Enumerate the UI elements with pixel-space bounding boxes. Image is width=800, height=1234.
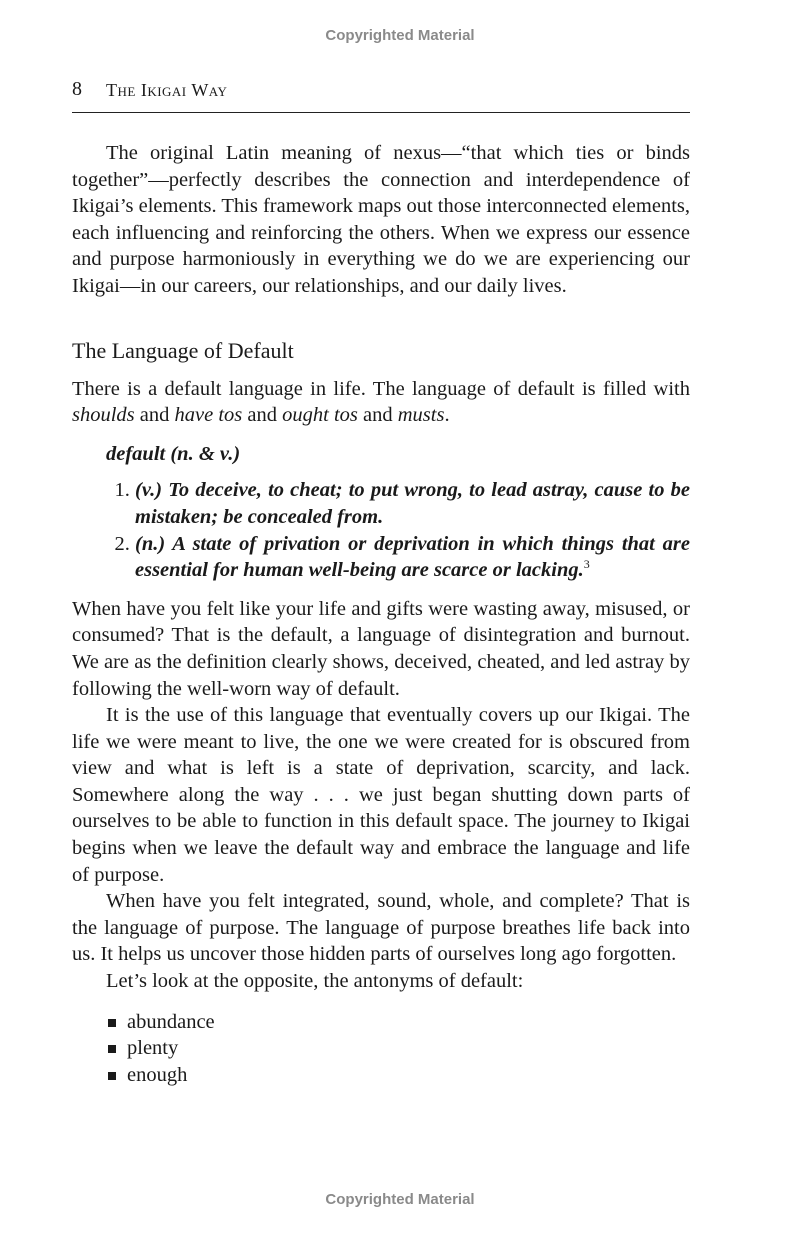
square-bullet-icon [108,1019,116,1027]
body-paragraph: It is the use of this language that eventually covers up our Ikigai. The life we were meant to live, the one we were created for is obscured from view and what is left is a state of deprivation, scarcity, and lack. Somewhere along the way . . . we just began shutting down parts of ourselves to be able to function in this default space. The journey to Ikigai begins when we leave the default way and embrace the language and life of purpose. [72,704,690,886]
page-content [72,140,690,1088]
definition-term: default (n. & v.) [106,442,241,465]
running-header [72,78,690,113]
copyright-watermark-bottom: Copyrighted Material [325,1191,475,1208]
body-paragraph: Let’s look at the opposite, the antonyms of default: [106,970,524,993]
copyright-watermark-top: Copyrighted Material [325,27,475,44]
body-paragraph: When have you felt like your life and gifts were wasting away, misused, or consumed? That is the default, a language of disintegration and burnout. We are as the definition clearly shows, deceived, cheated, and led astray by following the well-worn way of default. [72,597,690,700]
footnote-reference: 3 [583,557,590,572]
list-item: plenty [106,1035,690,1062]
default-intro-paragraph: There is a default language in life. The language of default is filled with shoulds and have tos and ought tos and musts. [72,377,690,427]
definition-item: 2. (n.) A state of privation or deprivation in which things that are essential for human well-being are scarce or lacking.$^3$ [135,531,690,584]
definition-item: 1. (v.) To deceive, to cheat; to put wrong, to lead astray, cause to be mistaken; be concealed from. [135,477,690,530]
page-number: 8 [72,78,82,100]
antonyms-list [106,1009,690,1089]
square-bullet-icon [108,1072,116,1080]
list-item: enough [106,1062,690,1089]
section-heading: The Language of Default [72,337,294,363]
body-paragraph: When have you felt integrated, sound, whole, and complete? That is the language of purpose. The language of purpose breathes life back into us. It helps us uncover those hidden parts of ourselves long ago forgotten. [72,890,690,966]
list-item: abundance [106,1009,690,1036]
book-title: The Ikigai Way [106,80,228,100]
square-bullet-icon [108,1045,116,1053]
definition-list [72,477,690,583]
intro-paragraph: The original Latin meaning of nexus—“that which ties or binds together”—perfectly describes the connection and interdependence of Ikigai’s elements. This framework maps out those interconnected elements, each influencing and reinforcing the others. When we express our essence and purpose harmoniously in everything we do we are experiencing our Ikigai—in our careers, our relationships, and our daily lives. [72,142,690,297]
